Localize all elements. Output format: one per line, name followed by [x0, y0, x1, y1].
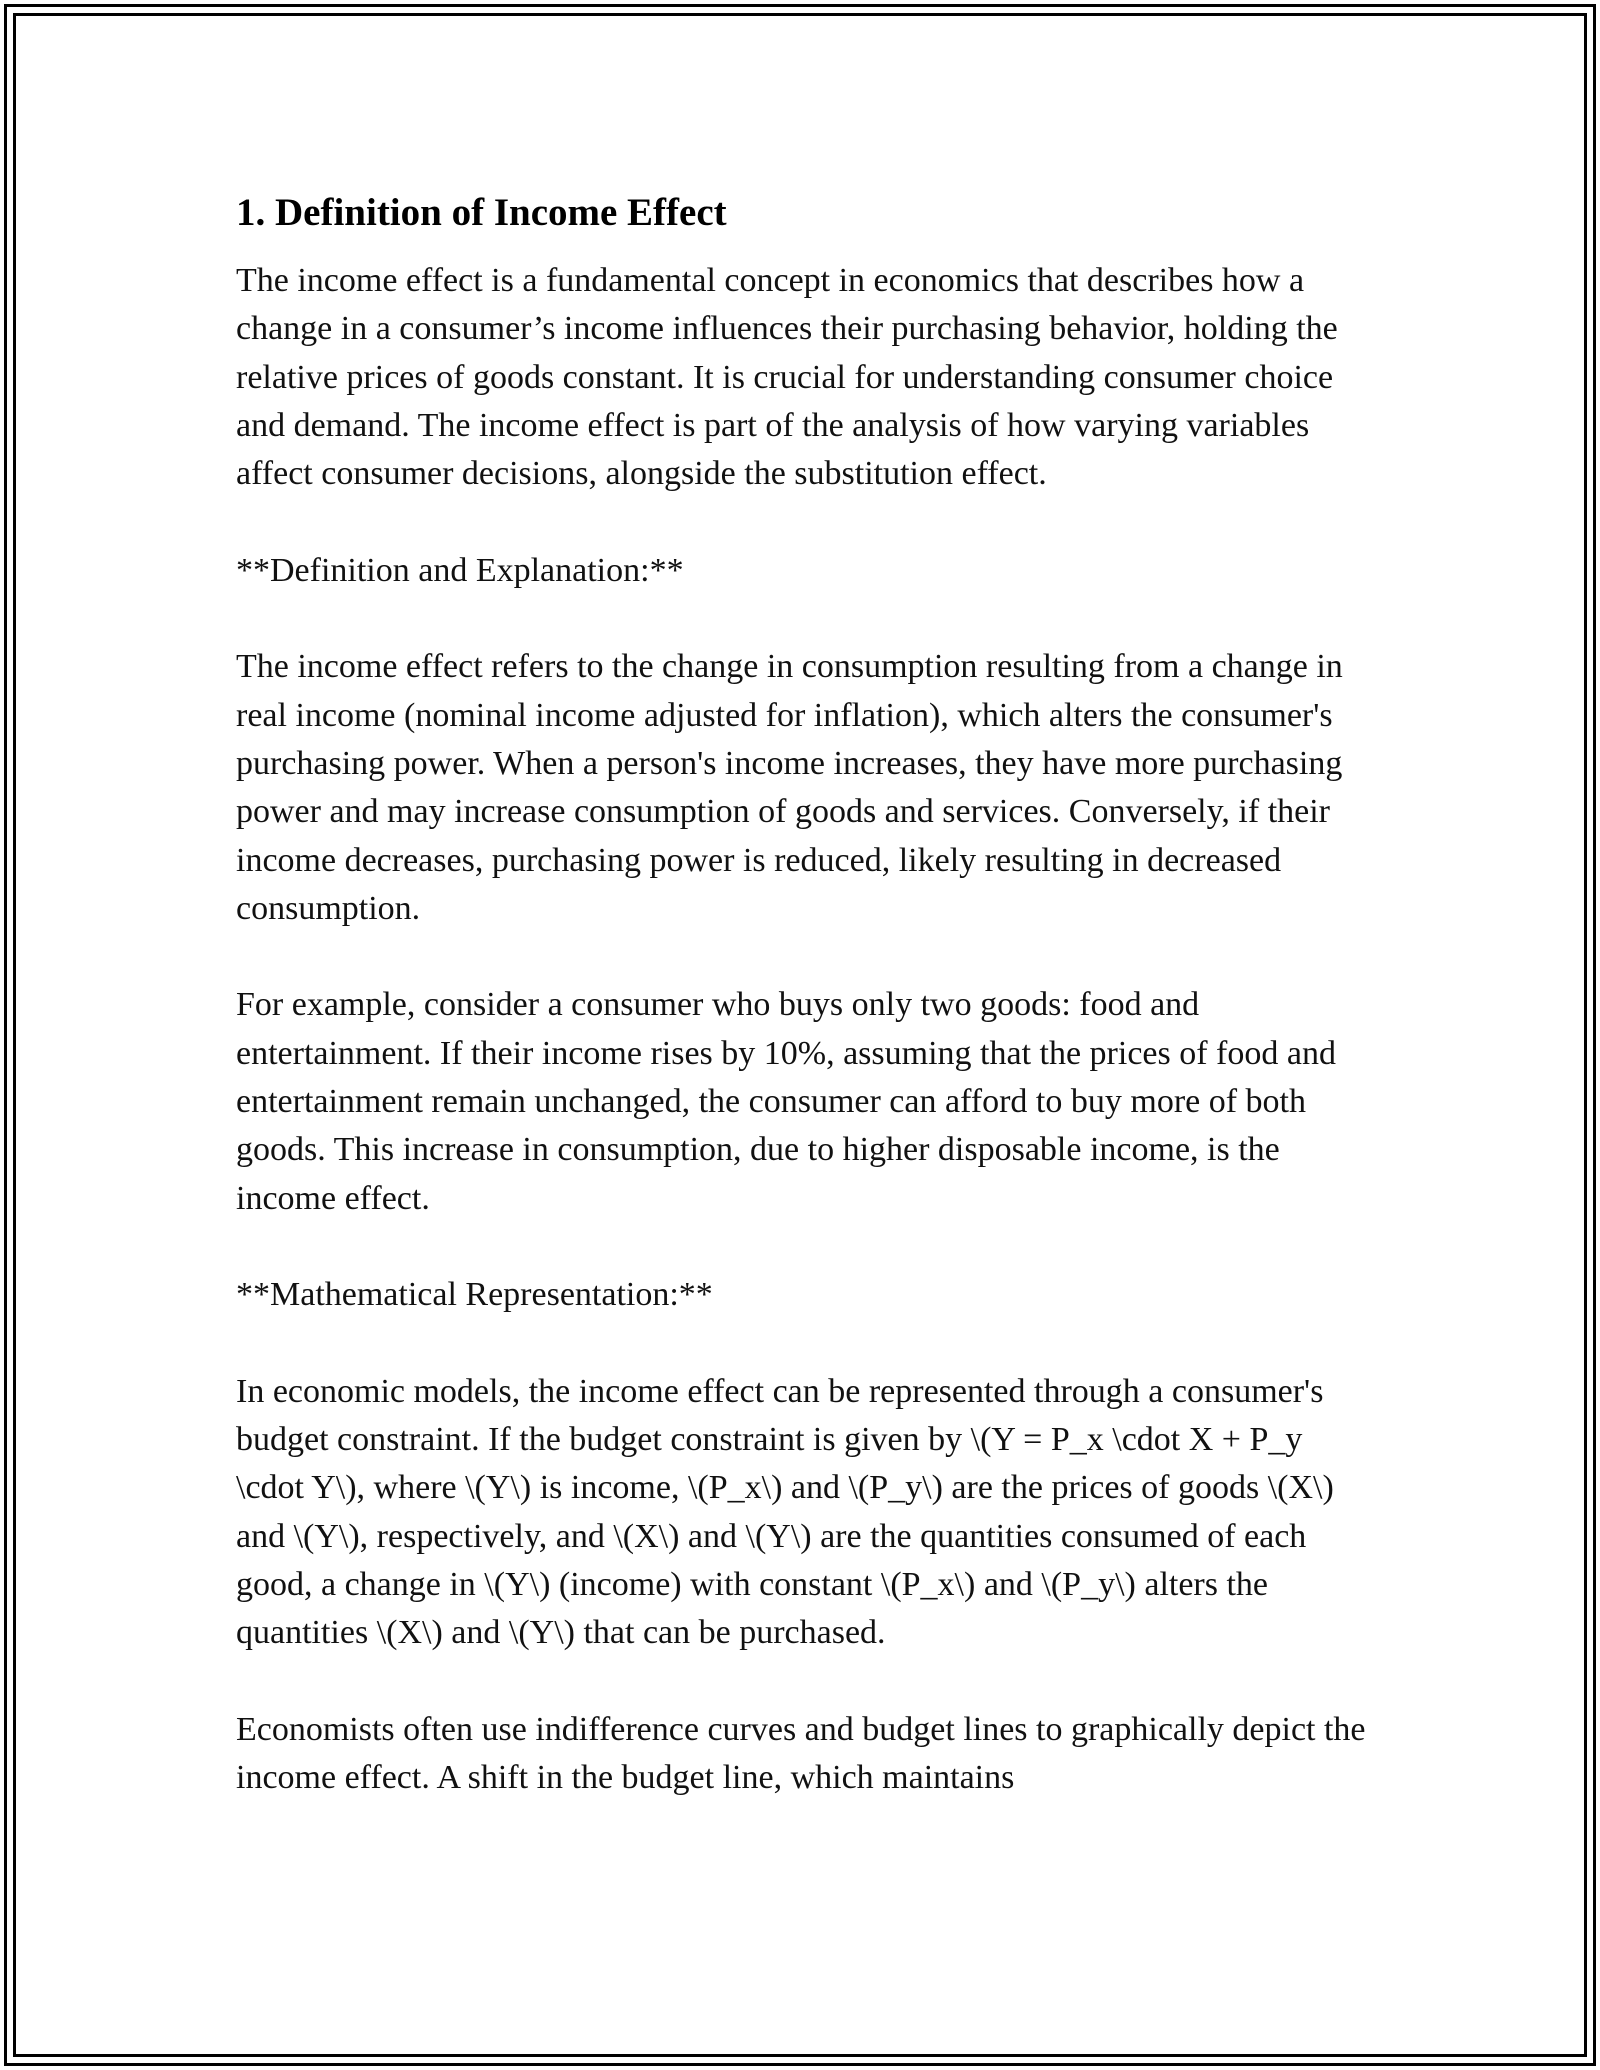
section-heading: 1. Definition of Income Effect — [236, 191, 727, 234]
intro-paragraph: The income effect is a fundamental concept in economics that describes how a change in a consumer’s income influences their purchasing behavior, holding the relative prices of goods constant. It is crucial for understanding consumer choice and demand. The income effect is part of the analysis of how varying variables affect consumer decisions, alongside the substitution effect. — [236, 262, 1338, 493]
subheading-math: **Mathematical Representation:** — [236, 1276, 713, 1314]
subheading-definition: **Definition and Explanation:** — [236, 551, 684, 589]
math-paragraph: In economic models, the income effect can be represented through a consumer's budget constraint. If the budget constraint is given by \(Y = P_x \cdot X + P_y \cdot Y\), where \(Y\) is income, \(P_x\) and \(P_y\) are the prices of goods \(X\) and \(Y\), respectively, and \(X\) and \(Y\) are the quantities consumed of each good, a change in \(Y\) (income) with constant \(P_x\) and \(P_y\) alters the quantities \(X\) and \(Y\) that can be purchased. — [236, 1372, 1334, 1652]
graph-paragraph: Economists often use indifference curves and budget lines to graphically depict the income effect. A shift in the budget line, which maintains — [236, 1710, 1366, 1797]
example-paragraph: For example, consider a consumer who buys only two goods: food and entertainment. If their income rises by 10%, assuming that the prices of food and entertainment remain unchanged, the consumer can afford to buy more of both goods. This increase in consumption, due to higher disposable income, is the income effect. — [236, 986, 1336, 1217]
document-body — [236, 185, 1376, 1851]
explanation-paragraph: The income effect refers to the change in consumption resulting from a change in real income (nominal income adjusted for inflation), which alters the consumer's purchasing power. When a person's income increases, they have more purchasing power and may increase consumption of goods and services. Conversely, if their income decreases, purchasing power is reduced, likely resulting in decreased consumption. — [236, 648, 1343, 927]
